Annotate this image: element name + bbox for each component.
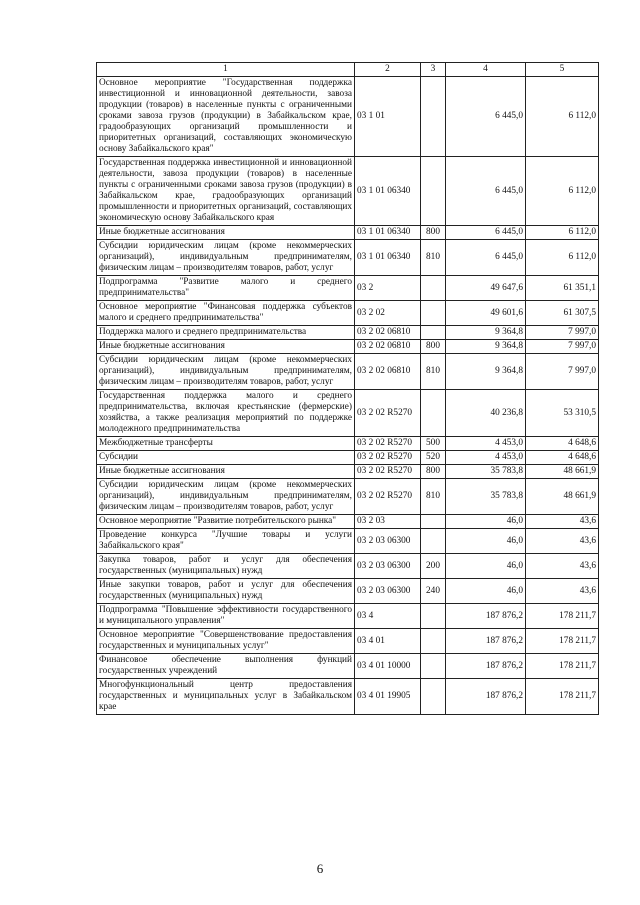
row-code-cell: 03 2 02 R5270 xyxy=(355,465,421,479)
row-value-2-cell: 43,6 xyxy=(526,554,599,579)
table-row xyxy=(97,604,599,629)
row-name-cell: Подпрограмма "Развитие малого и среднего предпринимательства" xyxy=(97,276,355,301)
row-value-1-cell: 187 876,2 xyxy=(446,629,526,654)
row-name-cell: Государственная поддержка малого и среднего предпринимательства, включая крестьянские (фермерские) хозяйства, а также реализация мероприятий по поддержке молодежного предпринимательства xyxy=(97,390,355,437)
page-number: 6 xyxy=(316,861,324,876)
row-value-1-cell: 4 453,0 xyxy=(446,451,526,465)
table-row xyxy=(97,301,599,326)
row-value-2-cell: 43,6 xyxy=(526,529,599,554)
row-value-2-cell: 48 661,9 xyxy=(526,479,599,515)
row-name-cell: Проведение конкурса "Лучшие товары и услуги Забайкальского края" xyxy=(97,529,355,554)
row-value-1-cell: 46,0 xyxy=(446,515,526,529)
row-name-cell: Межбюджетные трансферты xyxy=(97,437,355,451)
row-name-cell: Многофункциональный центр предоставления государственных и муниципальных услуг в Забайкальском крае xyxy=(97,679,355,715)
row-value-2-cell: 178 211,7 xyxy=(526,654,599,679)
row-value-2-cell: 48 661,9 xyxy=(526,465,599,479)
row-value-2-cell: 6 112,0 xyxy=(526,226,599,240)
row-value-2-cell: 178 211,7 xyxy=(526,629,599,654)
row-code-cell: 03 1 01 06340 xyxy=(355,240,421,276)
row-name-cell: Субсидии xyxy=(97,451,355,465)
row-code-cell: 03 2 02 R5270 xyxy=(355,437,421,451)
row-value-1-cell: 6 445,0 xyxy=(446,157,526,226)
row-value-1-cell: 6 445,0 xyxy=(446,226,526,240)
row-value-1-cell: 46,0 xyxy=(446,529,526,554)
row-code-cell: 03 4 01 19905 xyxy=(355,679,421,715)
row-expense-type-cell xyxy=(421,604,446,629)
row-name-cell: Финансовое обеспечение выполнения функций государственных учреждений xyxy=(97,654,355,679)
row-value-1-cell: 187 876,2 xyxy=(446,679,526,715)
row-name-cell: Основное мероприятие "Государственная поддержка инвестиционной и инновационной деятельности, завоза продукции (товаров) в населенные пункты с ограниченными сроками завоза грузов (продукции) в Забайкальском крае, градообразующих организаций промышленности и приоритетных организаций, составляющих экономическую основу Забайкальского края" xyxy=(97,77,355,157)
row-value-1-cell: 4 453,0 xyxy=(446,437,526,451)
row-name-cell: Основное мероприятие "Финансовая поддержка субъектов малого и среднего предпринимательства" xyxy=(97,301,355,326)
row-value-2-cell: 43,6 xyxy=(526,579,599,604)
row-name-cell: Иные бюджетные ассигнования xyxy=(97,226,355,240)
table-row xyxy=(97,157,599,226)
row-expense-type-cell xyxy=(421,654,446,679)
row-expense-type-cell: 240 xyxy=(421,579,446,604)
row-value-2-cell: 7 997,0 xyxy=(526,354,599,390)
table-row xyxy=(97,529,599,554)
row-value-2-cell: 6 112,0 xyxy=(526,77,599,157)
row-expense-type-cell: 810 xyxy=(421,479,446,515)
row-value-2-cell: 43,6 xyxy=(526,515,599,529)
row-value-2-cell: 6 112,0 xyxy=(526,157,599,226)
header-col-1: 1 xyxy=(97,63,355,77)
row-value-1-cell: 40 236,8 xyxy=(446,390,526,437)
table-row xyxy=(97,515,599,529)
header-col-4: 4 xyxy=(446,63,526,77)
row-value-2-cell: 61 351,1 xyxy=(526,276,599,301)
row-value-1-cell: 9 364,8 xyxy=(446,340,526,354)
table-row xyxy=(97,326,599,340)
row-name-cell: Иные бюджетные ассигнования xyxy=(97,465,355,479)
row-code-cell: 03 2 03 06300 xyxy=(355,579,421,604)
table-row xyxy=(97,437,599,451)
table-row xyxy=(97,77,599,157)
row-code-cell: 03 4 01 10000 xyxy=(355,654,421,679)
row-expense-type-cell xyxy=(421,301,446,326)
row-name-cell: Субсидии юридическим лицам (кроме некоммерческих организаций), индивидуальным предпринимателям, физическим лицам – производителям товаров, работ, услуг xyxy=(97,354,355,390)
row-name-cell: Иные бюджетные ассигнования xyxy=(97,340,355,354)
table-row xyxy=(97,240,599,276)
row-code-cell: 03 2 02 06810 xyxy=(355,340,421,354)
row-expense-type-cell: 500 xyxy=(421,437,446,451)
row-code-cell: 03 4 xyxy=(355,604,421,629)
row-name-cell: Закупка товаров, работ и услуг для обеспечения государственных (муниципальных) нужд xyxy=(97,554,355,579)
row-value-1-cell: 6 445,0 xyxy=(446,77,526,157)
row-expense-type-cell xyxy=(421,515,446,529)
row-code-cell: 03 1 01 06340 xyxy=(355,157,421,226)
table-row xyxy=(97,226,599,240)
row-value-2-cell: 7 997,0 xyxy=(526,326,599,340)
row-code-cell: 03 2 03 xyxy=(355,515,421,529)
row-code-cell: 03 2 03 06300 xyxy=(355,554,421,579)
table-row xyxy=(97,390,599,437)
row-code-cell: 03 1 01 06340 xyxy=(355,226,421,240)
row-expense-type-cell: 800 xyxy=(421,465,446,479)
row-expense-type-cell xyxy=(421,679,446,715)
row-value-1-cell: 49 601,6 xyxy=(446,301,526,326)
table-header-row xyxy=(97,63,599,77)
row-value-2-cell: 53 310,5 xyxy=(526,390,599,437)
row-value-2-cell: 7 997,0 xyxy=(526,340,599,354)
table-row xyxy=(97,276,599,301)
row-value-1-cell: 9 364,8 xyxy=(446,354,526,390)
row-value-2-cell: 4 648,6 xyxy=(526,451,599,465)
row-value-1-cell: 46,0 xyxy=(446,579,526,604)
row-expense-type-cell xyxy=(421,529,446,554)
row-code-cell: 03 2 03 06300 xyxy=(355,529,421,554)
row-expense-type-cell xyxy=(421,390,446,437)
row-name-cell: Иные закупки товаров, работ и услуг для обеспечения государственных (муниципальных) нужд xyxy=(97,579,355,604)
row-code-cell: 03 4 01 xyxy=(355,629,421,654)
document-page xyxy=(96,62,598,715)
row-value-2-cell: 178 211,7 xyxy=(526,604,599,629)
row-value-1-cell: 6 445,0 xyxy=(446,240,526,276)
row-name-cell: Субсидии юридическим лицам (кроме некоммерческих организаций), индивидуальным предпринимателям, физическим лицам – производителям товаров, работ, услуг xyxy=(97,479,355,515)
row-expense-type-cell: 800 xyxy=(421,226,446,240)
row-code-cell: 03 2 02 06810 xyxy=(355,326,421,340)
row-expense-type-cell: 810 xyxy=(421,240,446,276)
row-value-2-cell: 4 648,6 xyxy=(526,437,599,451)
row-expense-type-cell xyxy=(421,276,446,301)
row-code-cell: 03 2 02 R5270 xyxy=(355,479,421,515)
row-value-1-cell: 35 783,8 xyxy=(446,465,526,479)
table-row xyxy=(97,554,599,579)
row-name-cell: Основное мероприятие "Развитие потребительского рынка" xyxy=(97,515,355,529)
row-expense-type-cell xyxy=(421,157,446,226)
row-expense-type-cell xyxy=(421,629,446,654)
row-code-cell: 03 2 02 R5270 xyxy=(355,390,421,437)
header-col-3: 3 xyxy=(421,63,446,77)
row-expense-type-cell: 520 xyxy=(421,451,446,465)
row-code-cell: 03 1 01 xyxy=(355,77,421,157)
row-value-1-cell: 187 876,2 xyxy=(446,604,526,629)
row-code-cell: 03 2 02 R5270 xyxy=(355,451,421,465)
row-code-cell: 03 2 02 06810 xyxy=(355,354,421,390)
table-row xyxy=(97,679,599,715)
table-row xyxy=(97,465,599,479)
row-code-cell: 03 2 02 xyxy=(355,301,421,326)
row-name-cell: Поддержка малого и среднего предпринимательства xyxy=(97,326,355,340)
row-value-1-cell: 9 364,8 xyxy=(446,326,526,340)
table-row xyxy=(97,654,599,679)
row-value-1-cell: 35 783,8 xyxy=(446,479,526,515)
row-expense-type-cell: 200 xyxy=(421,554,446,579)
row-name-cell: Государственная поддержка инвестиционной и инновационной деятельности, завоза продукции (товаров) в населенные пункты с ограниченными сроками завоза грузов (продукции) в Забайкальском крае, градообразующих организаций промышленности и приоритетных организаций, составляющих экономическую основу Забайкальского края xyxy=(97,157,355,226)
row-value-2-cell: 178 211,7 xyxy=(526,679,599,715)
row-name-cell: Основное мероприятие "Совершенствование предоставления государственных и муниципальных услуг" xyxy=(97,629,355,654)
row-name-cell: Субсидии юридическим лицам (кроме некоммерческих организаций), индивидуальным предпринимателям, физическим лицам – производителям товаров, работ, услуг xyxy=(97,240,355,276)
row-value-1-cell: 46,0 xyxy=(446,554,526,579)
table-row xyxy=(97,579,599,604)
row-value-1-cell: 187 876,2 xyxy=(446,654,526,679)
row-expense-type-cell xyxy=(421,326,446,340)
row-value-2-cell: 61 307,5 xyxy=(526,301,599,326)
table-row xyxy=(97,629,599,654)
row-expense-type-cell xyxy=(421,77,446,157)
row-value-2-cell: 6 112,0 xyxy=(526,240,599,276)
table-row xyxy=(97,354,599,390)
row-code-cell: 03 2 xyxy=(355,276,421,301)
budget-table xyxy=(96,62,599,715)
header-col-2: 2 xyxy=(355,63,421,77)
row-value-1-cell: 49 647,6 xyxy=(446,276,526,301)
row-name-cell: Подпрограмма "Повышение эффективности государственного и муниципального управления" xyxy=(97,604,355,629)
table-body xyxy=(97,77,599,715)
row-expense-type-cell: 810 xyxy=(421,354,446,390)
table-row xyxy=(97,479,599,515)
table-row xyxy=(97,340,599,354)
header-col-5: 5 xyxy=(526,63,599,77)
row-expense-type-cell: 800 xyxy=(421,340,446,354)
table-row xyxy=(97,451,599,465)
